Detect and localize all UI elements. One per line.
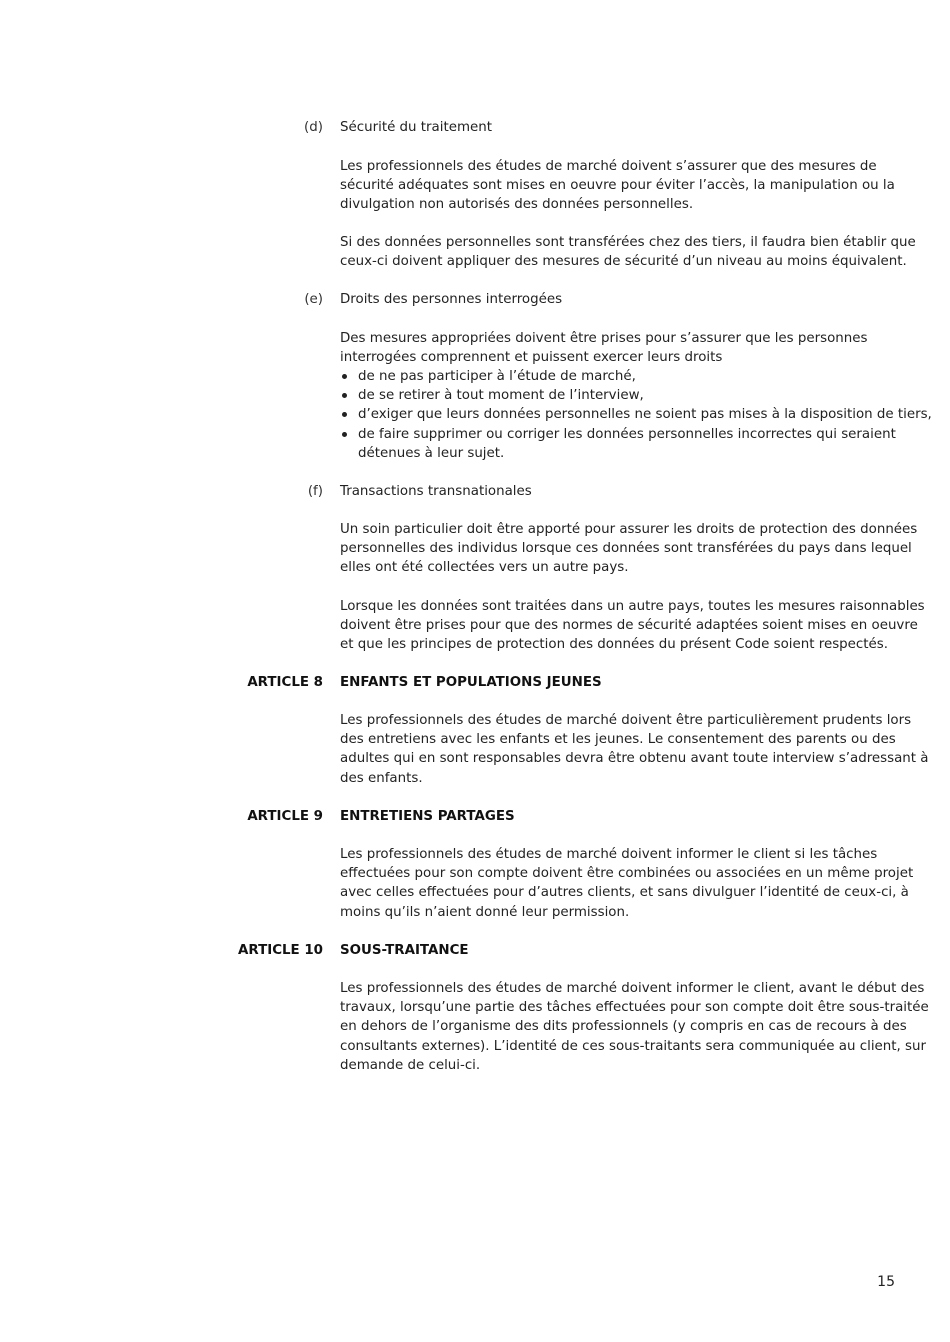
section-e-label: (e)	[304, 292, 323, 307]
list-item-text: de se retirer à tout moment de l’interview,	[358, 388, 644, 404]
paragraph-line: Les professionnels des études de marché doivent informer le client si les tâches	[340, 847, 878, 862]
paragraph-line: divulgation non autorisés des données personnelles.	[340, 197, 694, 213]
section-f-title: Transactions transnationales	[340, 484, 532, 499]
paragraph-line: des entretiens avec les enfants et les jeunes. Le consentement des parents ou des	[340, 732, 896, 748]
list-item	[340, 405, 932, 424]
article-10-title: SOUS-TRAITANCE	[340, 943, 469, 958]
article-9-paragraph	[340, 845, 914, 922]
paragraph-line: travaux, lorsqu’une partie des tâches effectuées pour son compte doit être sous-traitée	[340, 1000, 929, 1016]
list-item	[340, 367, 920, 386]
paragraph-line: personnelles des individus lorsque ces données sont transférées du pays dans lequel	[340, 541, 912, 557]
article-8-title: ENFANTS ET POPULATIONS JEUNES	[340, 675, 602, 690]
section-f-label: (f)	[307, 484, 323, 499]
article-10-paragraph	[340, 979, 929, 1075]
paragraph-line: Les professionnels des études de marché doivent s’assurer que des mesures de	[340, 159, 877, 174]
section-d-paragraph-2	[340, 233, 916, 271]
list-item-text: détenues à leur sujet.	[358, 445, 505, 461]
page-number: 15	[877, 1274, 895, 1290]
paragraph-line: ceux-ci doivent appliquer des mesures de sécurité d’un niveau au moins équivalent.	[340, 254, 907, 270]
paragraph-line: moins qu’ils n’aient donné leur permission.	[340, 904, 630, 920]
section-d-paragraph-1	[340, 157, 910, 215]
section-e-paragraph-1	[340, 329, 910, 367]
paragraph-line: effectuées pour son compte doivent être combinées ou associées en un même projet	[340, 866, 914, 882]
paragraph-line: en dehors de l’organisme des dits professionnels (y compris en cas de recours à des	[340, 1019, 907, 1035]
paragraph-line: doivent être prises pour que des normes de sécurité adaptées soient mises en oeuvre	[340, 618, 918, 634]
paragraph-line: demande de celui-ci.	[340, 1057, 481, 1073]
section-f-paragraph-1	[340, 520, 918, 578]
paragraph-line: interrogées comprennent et puissent exercer leurs droits	[340, 350, 723, 366]
rights-bullet-list	[340, 367, 932, 463]
paragraph-line: elles ont été collectées vers un autre pays.	[340, 560, 629, 576]
section-d-label: (d)	[304, 120, 323, 135]
paragraph-line: sécurité adéquates sont mises en oeuvre pour éviter l’accès, la manipulation ou la	[340, 178, 895, 194]
paragraph-line: Un soin particulier doit être apporté pour assurer les droits de protection des données	[340, 522, 918, 537]
paragraph-line: Les professionnels des études de marché doivent informer le client, avant le début des	[340, 981, 925, 996]
list-item-text: de faire supprimer ou corriger les données personnelles incorrectes qui seraient	[358, 426, 896, 442]
article-8-paragraph	[340, 711, 929, 788]
paragraph-line: Les professionnels des études de marché doivent être particulièrement prudents lors	[340, 713, 912, 728]
section-d-title: Sécurité du traitement	[340, 120, 492, 135]
article-10-label: ARTICLE 10	[238, 943, 323, 958]
paragraph-line: Si des données personnelles sont transférées chez des tiers, il faudra bien établir que	[340, 235, 916, 250]
article-8-label: ARTICLE 8	[247, 675, 323, 690]
list-item-text: d’exiger que leurs données personnelles ne soient pas mises à la disposition de tiers,	[358, 407, 932, 423]
paragraph-line: avec celles effectuées pour d’autres clients, et sans divulguer l’identité de ceux-ci, à	[340, 885, 909, 901]
paragraph-line: Des mesures appropriées doivent être prises pour s’assurer que les personnes	[340, 331, 868, 346]
paragraph-line: Lorsque les données sont traitées dans un autre pays, toutes les mesures raisonnables	[340, 599, 925, 614]
article-9-label: ARTICLE 9	[247, 809, 323, 824]
article-9-title: ENTRETIENS PARTAGES	[340, 809, 515, 824]
list-item	[340, 425, 920, 463]
section-f-paragraph-2	[340, 597, 925, 655]
section-e-title: Droits des personnes interrogées	[340, 292, 563, 307]
list-item-text: de ne pas participer à l’étude de marché,	[358, 369, 636, 384]
paragraph-line: adultes qui en sont responsables devra être obtenu avant toute interview s’adressant à	[340, 751, 929, 767]
paragraph-line: et que les principes de protection des données du présent Code soient respectés.	[340, 637, 888, 653]
list-item	[340, 386, 920, 405]
paragraph-line: consultants externes). L’identité de ces sous-traitants sera communiquée au client, sur	[340, 1038, 927, 1054]
paragraph-line: des enfants.	[340, 770, 423, 786]
